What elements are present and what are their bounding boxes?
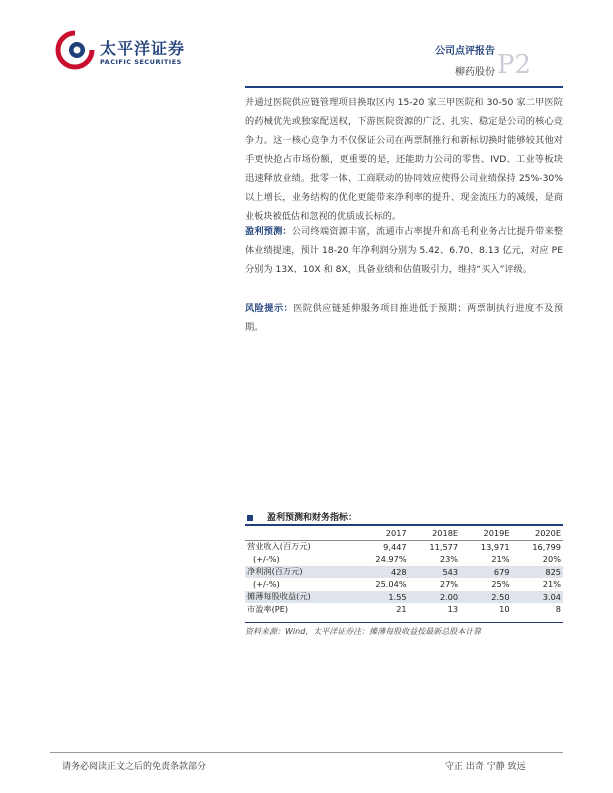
table-source-note: 资料来源：Wind，太平洋证券注：摊薄每股收益按最新总股本计算 (245, 627, 482, 636)
earnings-forecast-text: 公司终端资源丰富，流通市占率提升和高毛利业务占比提升带来整体业绩提速，预计 18-20 年净利润分别为 5.42、6.70、8.13 亿元，对应 PE 分别为 13X、10X 和 8X，具备业绩和估值吸引力，维持“买入”评级。 (245, 226, 564, 275)
table-cell: 13 (447, 604, 459, 615)
table-cell: 21% (491, 554, 510, 565)
table-cell: 1.55 (353, 591, 409, 604)
table-cell: 20% (542, 554, 561, 565)
table-cell: 16,799 (532, 541, 561, 552)
table-row (245, 603, 563, 616)
table-header-cell: 2018E (409, 527, 460, 540)
table-title (247, 510, 357, 523)
table-row (245, 540, 563, 553)
risk-paragraph (245, 299, 563, 337)
table-cell: 679 (460, 566, 511, 579)
table-cell: 10 (499, 604, 510, 615)
header-divider (245, 86, 563, 88)
table-cell: 825 (512, 566, 563, 579)
footer-disclaimer: 请务必阅读正文之后的免责条款部分 (62, 762, 207, 772)
row-label: 净利润(百万元) (245, 566, 353, 579)
row-label: (+/-%) (253, 579, 280, 590)
table-cell: 21 (396, 604, 407, 615)
table-cell: 27% (439, 579, 459, 590)
table-cell: 2.00 (409, 591, 460, 604)
bullet-square-icon (247, 515, 253, 521)
table-cell: 3.04 (512, 591, 563, 604)
footer-motto: 守正 出奇 宁静 致远 (445, 762, 526, 772)
page-number: P2 (497, 50, 532, 80)
table-row (245, 553, 563, 566)
row-label: 市盈率(PE) (247, 603, 289, 614)
row-label: 摊薄每股收益(元) (245, 591, 353, 604)
company-name: 柳药股份 (455, 67, 495, 78)
risk-text: 医院供应链延伸服务项目推进低于预期；两票制执行进度不及预期。 (245, 303, 564, 333)
table-header-cell: 2017 (353, 527, 409, 540)
risk-heading: 风险提示： (245, 303, 294, 314)
brand-name-en: PACIFIC SECURITIES (100, 58, 182, 66)
table-cell: 428 (353, 566, 409, 579)
table-cell: 21% (542, 579, 561, 590)
table-cell: 2.50 (460, 591, 511, 604)
table-header-row (245, 527, 563, 540)
table-title-text: 盈利预测和财务指标： (267, 513, 358, 523)
financial-table (245, 527, 563, 616)
table-row (245, 578, 563, 591)
row-label: 营业收入(百万元) (247, 541, 311, 552)
table-cell: 25% (491, 579, 510, 590)
table-cell: 11,577 (429, 541, 459, 552)
table-top-rule (245, 524, 563, 526)
table-cell: 24.97% (375, 554, 407, 565)
table-cell: 543 (409, 566, 460, 579)
report-type: 公司点评报告 (435, 46, 495, 57)
brand-name-cn: 太平洋证券 (100, 39, 186, 58)
table-cell: 8 (555, 604, 561, 615)
table-bottom-rule (245, 622, 563, 623)
earnings-forecast-heading: 盈利预测： (245, 226, 292, 237)
earnings-forecast-paragraph (245, 222, 563, 279)
table-row (245, 591, 563, 604)
analysis-paragraph: 并通过医院供应链管理项目换取区内 15-20 家三甲医院和 30-50 家二甲医院的药械优先或独家配送权，下游医院资源的广泛、扎实、稳定是公司的核心竞争力。这一核心竞争力不仅保证公司在两票制推行和新标切换时能够较其他对手更快抢占市场份额，更重要的是，还能助力公司的零售、IVD、工业等板块迅速释放业绩。批零一体、工商联动的协同效应使得公司业绩保持 25%-30%以上增长，业务结构的优化更能带来净利率的提升、现金流压力的减缓，是商业板块被低估和忽视的优质成长标的。 (245, 97, 563, 222)
footer-divider (50, 752, 563, 753)
table-header-cell: 2020E (512, 527, 563, 540)
table-header-cell: 2019E (460, 527, 511, 540)
table-cell: 23% (439, 554, 459, 565)
table-cell: 9,447 (383, 541, 407, 552)
table-header-blank (245, 527, 353, 540)
row-label: (+/-%) (253, 554, 280, 565)
company-logo (55, 30, 95, 70)
table-row (245, 566, 563, 579)
table-cell: 13,971 (480, 541, 510, 552)
table-cell: 25.04% (375, 579, 407, 590)
